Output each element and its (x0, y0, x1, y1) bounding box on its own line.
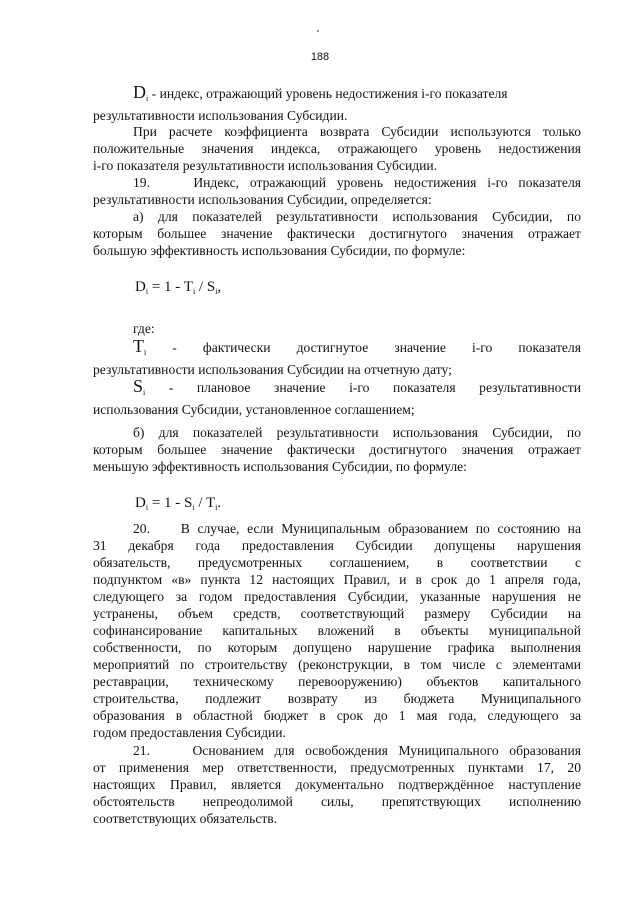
formula-1-mid: = 1 - T (148, 279, 193, 295)
paragraph-20 (93, 520, 581, 741)
scan-speck (317, 30, 319, 32)
paragraph-line: собственности, по которым допущено нарушение графика выполнения (93, 640, 581, 655)
d-definition-text: - индекс, отражающий уровень недостижения i-го показателя (151, 86, 508, 101)
d-definition-line1 (93, 84, 581, 107)
formula-2-mid2: / T (194, 495, 216, 511)
formula-1-tail: , (217, 279, 222, 295)
t-subscript: i (144, 348, 147, 357)
page-number: 188 (310, 51, 330, 63)
where-label: где: (133, 321, 155, 336)
paragraph-line: При расчете коэффициента возврата Субсидии используются только (133, 124, 581, 139)
formula-1-s-sub: i (215, 287, 218, 296)
paragraph-line: от применения мер ответственности, предусмотренных пунктами 17, 20 (93, 760, 581, 775)
formula-1 (135, 279, 221, 300)
word: показателя (393, 380, 456, 395)
formula-1-d-sub: i (145, 287, 149, 296)
word: достигнутое (296, 340, 369, 355)
word: i-го (472, 340, 493, 355)
paragraph-line: следующего за годом предоставления Субсидии, указанные нарушения не (93, 589, 581, 604)
paragraph-line: настоящих Правил, является документально подтверждённое наступление (93, 777, 581, 792)
paragraph-line: обстоятельств непреодолимой силы, препятствующих исполнению (93, 794, 581, 809)
paragraph-line: положительные значения индекса, отражающего уровень недостижения (93, 141, 581, 156)
paragraph-line: мероприятий по строительству (реконструкции, в том числе с элементами (93, 657, 581, 672)
word: фактически (202, 340, 271, 355)
formula-1-mid2: / S (195, 279, 216, 295)
paragraph-line: 31 декабря года предоставления Субсидии допущены нарушения (93, 538, 581, 553)
formula-2-t-sub: i (215, 503, 218, 512)
paragraph-line: результативности использования Субсидии, определяется: (93, 192, 432, 207)
word: - (172, 340, 177, 355)
d-symbol: D (133, 82, 146, 102)
word: - (168, 380, 174, 395)
d-subscript: i (146, 94, 149, 103)
formula-2 (135, 495, 221, 516)
paragraph-line: годом предоставления Субсидии. (93, 725, 286, 740)
s-definition-line1 (93, 378, 581, 401)
t-symbol: T (133, 336, 144, 356)
d-definition (93, 84, 581, 124)
t-definition-line1 (93, 338, 581, 361)
t-definition-line2: результативности использования Субсидии на отчетную дату; (93, 362, 452, 377)
formula-2-d-sub: i (145, 503, 149, 512)
formula-2-mid: = 1 - S (148, 495, 193, 511)
formula-2-s-sub: i (192, 503, 195, 512)
positive-values-paragraph (93, 123, 581, 174)
paragraph-line: б) для показателей результативности использования Субсидии, по (133, 425, 581, 440)
paragraph-line: подпунктом «в» пункта 12 настоящих Правил, и в срок до 1 апреля года, (93, 572, 581, 587)
word: i-го (349, 380, 370, 395)
formula-1-t-sub: i (192, 287, 196, 296)
paragraph-line: строительства, подлежит возврату из бюджета Муниципального (93, 691, 581, 706)
paragraph-line: которым большее значение фактически достигнутого значения отражает (93, 442, 581, 457)
paragraph-line: i-го показателя результативности использования Субсидии. (93, 158, 438, 173)
d-definition-line2: результативности использования Субсидии. (93, 108, 348, 123)
word: показателя (518, 340, 581, 355)
paragraph-19 (93, 174, 581, 208)
s-definition-line2: использования Субсидии, установленное соглашением; (93, 402, 415, 417)
word: результативности (479, 380, 581, 395)
word: плановое (196, 380, 251, 395)
word: значение (394, 340, 446, 355)
s-symbol: S (133, 376, 144, 396)
paragraph-line: софинансирование капитальных вложений в объекты муниципальной (93, 623, 581, 638)
paragraph-21 (93, 742, 581, 827)
s-definition (93, 378, 581, 418)
item-b (93, 424, 581, 475)
paragraph-line: реставрации, техническому перевооружению) объектов капитального (93, 674, 581, 689)
where-label-line (93, 320, 581, 337)
paragraph-line: 20. В случае, если Муниципальным образованием по состоянию на (133, 521, 581, 536)
s-subscript: i (143, 388, 146, 397)
paragraph-line: большую эффективность использования Субсидии, по формуле: (93, 243, 466, 258)
paragraph-line: 21. Основанием для освобождения Муниципального образования (133, 743, 581, 758)
word: значение (273, 380, 326, 395)
paragraph-line: соответствующих обязательств. (93, 811, 278, 826)
paragraph-line: образования в областной бюджет в срок до 1 мая года, следующего за (93, 708, 581, 723)
formula-1-d: D (135, 279, 146, 295)
t-definition (93, 338, 581, 378)
formula-2-tail: . (217, 495, 222, 511)
paragraph-line: которым большее значение фактически достигнутого значения отражает (93, 226, 581, 241)
paragraph-line: а) для показателей результативности использования Субсидии, по (133, 209, 581, 224)
paragraph-line: устранены, объем средств, соответствующий размеру Субсидии на (93, 606, 581, 621)
paragraph-line: меньшую эффективность использования Субсидии, по формуле: (93, 459, 467, 474)
item-a (93, 208, 581, 259)
formula-2-d: D (135, 495, 146, 511)
paragraph-line: обязательств, предусмотренных соглашением, в соответствии с (93, 555, 581, 570)
paragraph-line: 19. Индекс, отражающий уровень недостижения i-го показателя (133, 175, 581, 190)
